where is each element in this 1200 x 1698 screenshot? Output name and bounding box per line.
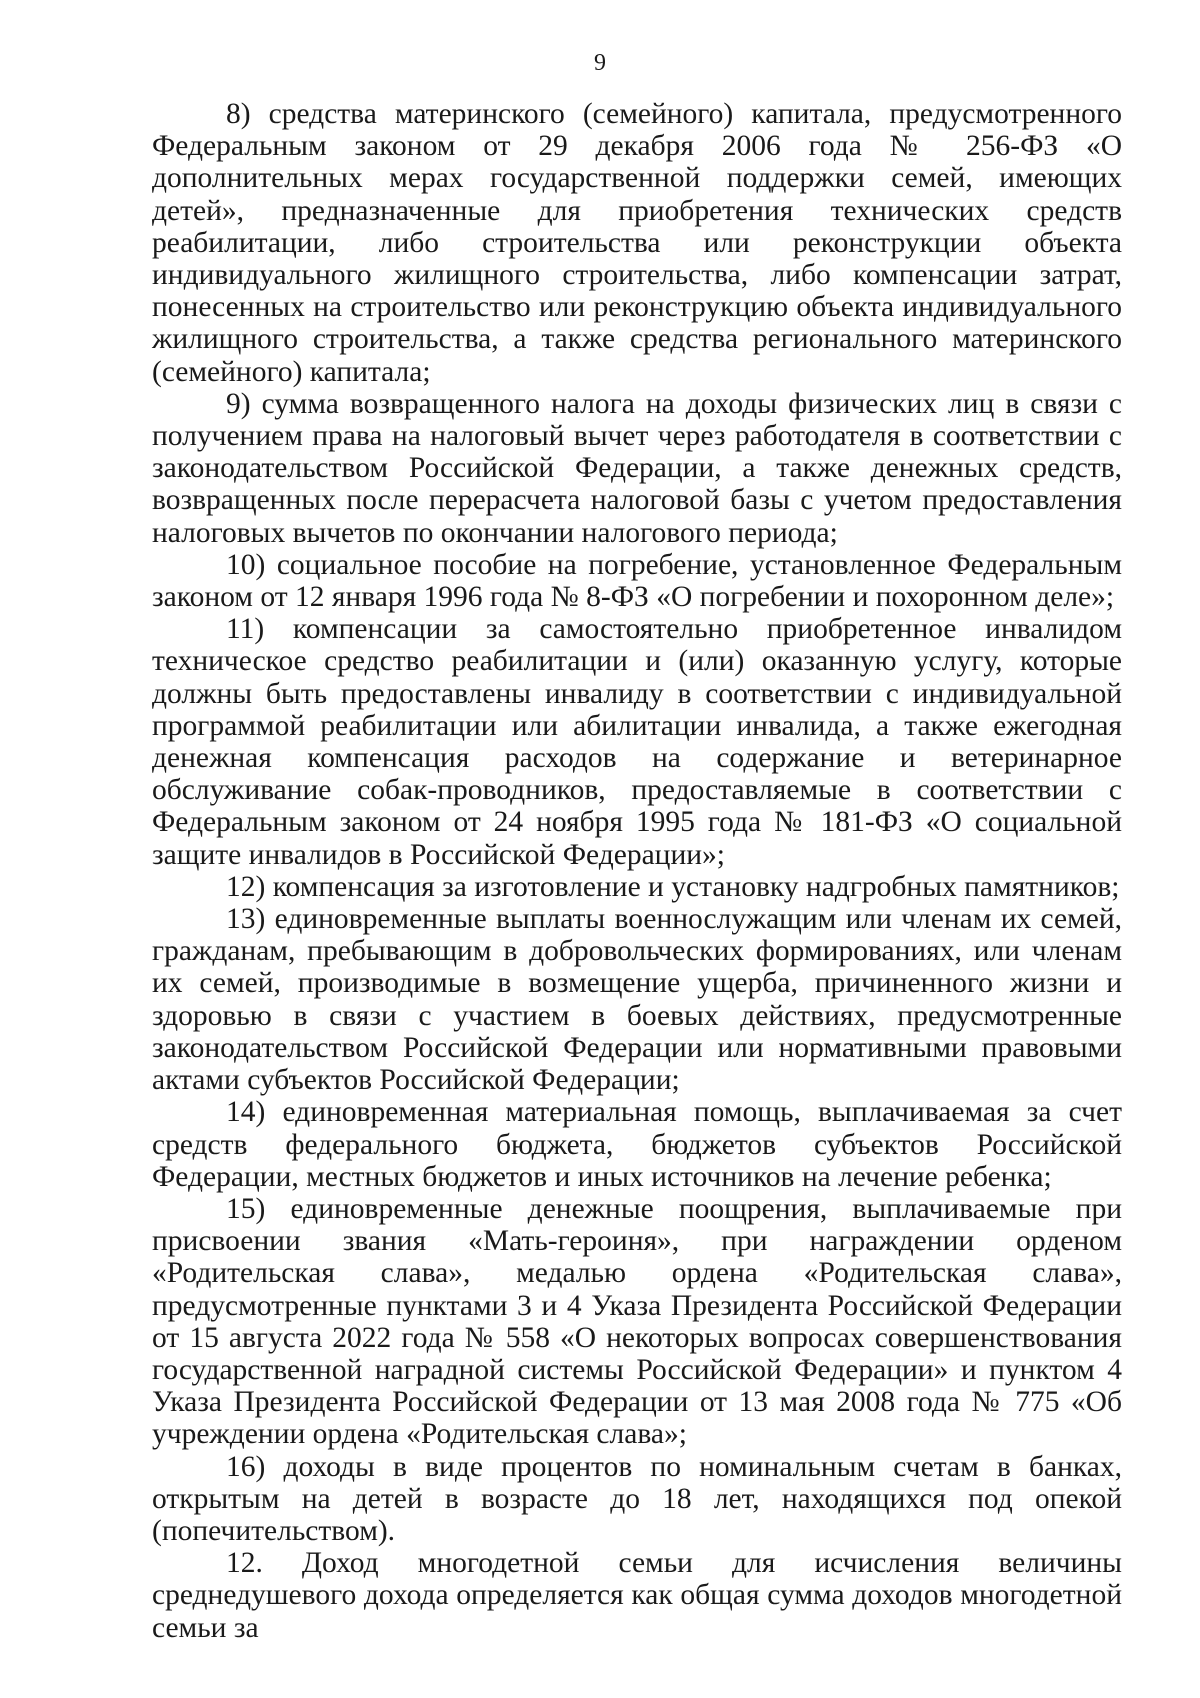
paragraph-item-15: 15) единовременные денежные поощрения, выплачиваемые при присвоении звания «Мать-героиня», при награждении орденом «Родительская слава», медалью ордена «Родительская слава», предусмотренные пунктами 3 и 4 Указа Президента Российской Федерации от 15 августа 2022 года № 558 «О некоторых вопросах совершенствования государственной наградной системы Российской Федерации» и пунктом 4 Указа Президента Российской Федерации от 13 мая 2008 года № 775 «Об учреждении ордена «Родительская слава»; <box>152 1192 1122 1451</box>
paragraph-item-10: 10) социальное пособие на погребение, установленное Федеральным законом от 12 января 1996 года № 8-ФЗ «О погребении и похоронном деле»; <box>152 548 1122 614</box>
paragraph-section-12: 12. Доход многодетной семьи для исчисления величины среднедушевого дохода определяется как общая сумма доходов многодетной семьи за <box>152 1547 1122 1644</box>
paragraph-item-11: 11) компенсации за самостоятельно приобретенное инвалидом техническое средство реабилитации и (или) оказанную услугу, которые должны быть предоставлены инвалиду в соответствии с индивидуальной программой реабилитации или абилитации инвалида, а также ежегодная денежная компенсация расходов на содержание и ветеринарное обслуживание собак-проводников, предоставляемые в соответствии с Федеральным законом от 24 ноября 1995 года № 181-ФЗ «О социальной защите инвалидов в Российской Федерации»; <box>152 613 1122 871</box>
document-body <box>152 98 1122 1644</box>
page-number: 9 <box>594 50 606 76</box>
paragraph-item-9: 9) сумма возвращенного налога на доходы физических лиц в связи с получением права на налоговый вычет через работодателя в соответствии с законодательством Российской Федерации, а также денежных средств, возвращенных после перерасчета налоговой базы с учетом предоставления налоговых вычетов по окончании налогового периода; <box>152 387 1122 549</box>
paragraph-item-14: 14) единовременная материальная помощь, выплачиваемая за счет средств федерального бюджета, бюджетов субъектов Российской Федерации, местных бюджетов и иных источников на лечение ребенка; <box>152 1096 1122 1193</box>
paragraph-item-12: 12) компенсация за изготовление и установку надгробных памятников; <box>226 870 1120 903</box>
paragraph-item-8: 8) средства материнского (семейного) капитала, предусмотренного Федеральным законом от 29 декабря 2006 года № 256-ФЗ «О дополнительных мерах государственной поддержки семей, имеющих детей», предназначенные для приобретения технических средств реабилитации, либо строительства или реконструкции объекта индивидуального жилищного строительства, либо компенсации затрат, понесенных на строительство или реконструкцию объекта индивидуального жилищного строительства, а также средства регионального материнского (семейного) капитала; <box>152 98 1122 388</box>
paragraph-item-16: 16) доходы в виде процентов по номинальным счетам в банках, открытым на детей в возрасте до 18 лет, находящихся под опекой (попечительством). <box>152 1450 1122 1547</box>
paragraph-item-13: 13) единовременные выплаты военнослужащим или членам их семей, гражданам, пребывающим в добровольческих формированиях, или членам их семей, производимые в возмещение ущерба, причиненного жизни и здоровью в связи с участием в боевых действиях, предусмотренные законодательством Российской Федерации или нормативными правовыми актами субъектов Российской Федерации; <box>152 903 1122 1097</box>
